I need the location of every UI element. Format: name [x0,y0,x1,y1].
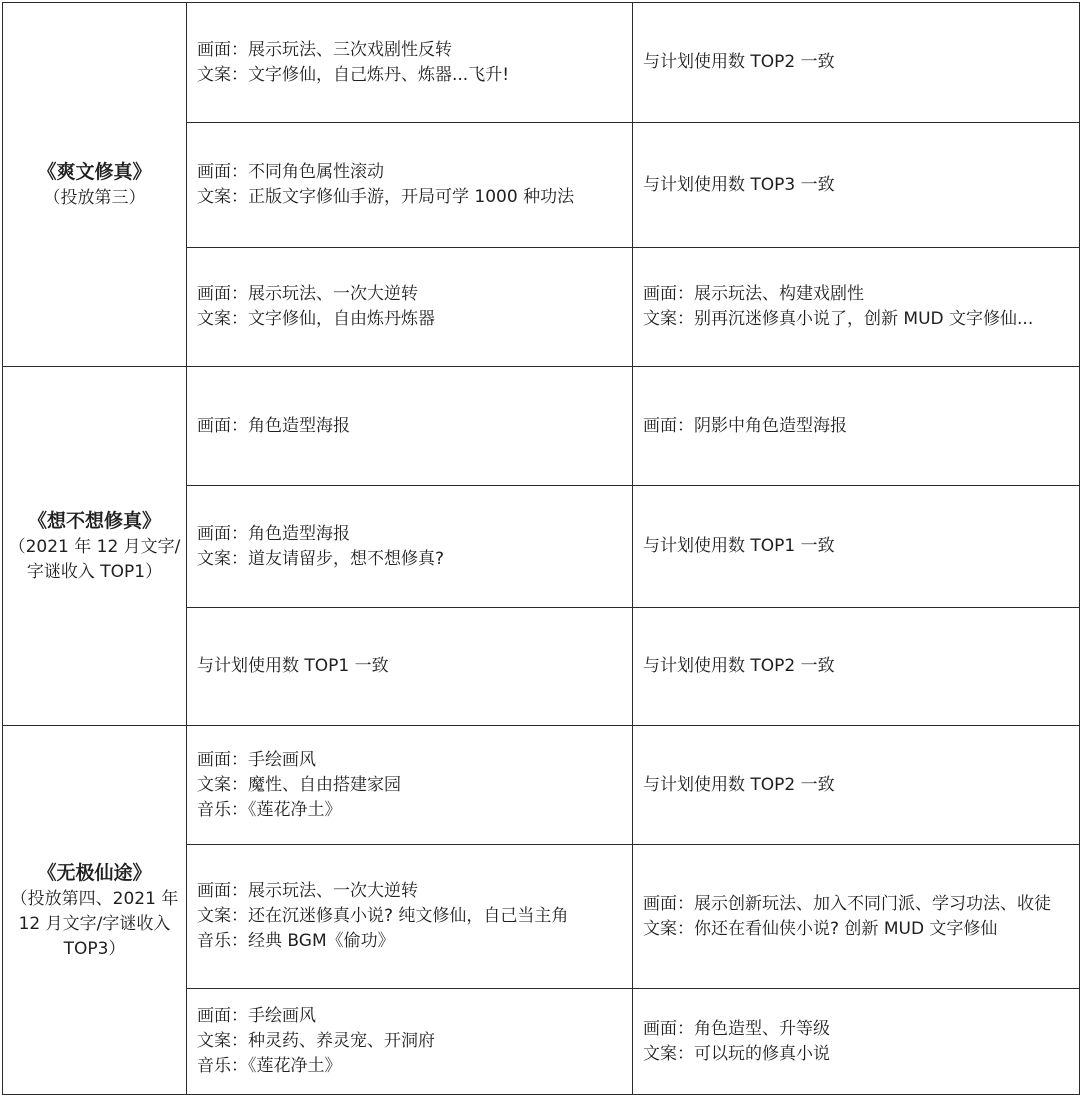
cell-line: 文案：你还在看仙侠小说? 创新 MUD 文字修仙 [643,918,998,939]
game-note: （投放第四、2021 年 12 月文字/字谜收入TOP3） [10,888,179,959]
cell-line: 文案：可以玩的修真小说 [643,1043,830,1064]
creative-cell-compare [633,367,1080,486]
creative-cell-compare [633,3,1080,123]
cell-line: 与计划使用数 TOP2 一致 [643,774,835,795]
cell-line: 与计划使用数 TOP3 一致 [643,174,835,195]
game-cell [3,367,187,726]
creative-cell-compare [633,608,1080,726]
cell-line: 画面：手绘画风 [197,1006,316,1026]
cell-line: 与计划使用数 TOP2 一致 [643,656,835,676]
game-title: 《想不想修真》 [27,510,161,532]
creative-cell-current [187,248,633,367]
game-note: （投放第三） [43,188,146,208]
creative-cell-current [187,367,633,486]
cell-line: 音乐：《莲花净土》 [197,799,342,820]
cell-line: 画面：角色造型、升等级 [643,1018,830,1039]
cell-line: 文案：道友请留步，想不想修真? [197,548,445,569]
cell-line: 文案：还在沉迷修真小说? 纯文修仙，自己当主角 [197,906,569,926]
creative-cell-compare [633,248,1080,367]
cell-line: 画面：展示玩法、一次大逆转 [197,881,418,901]
creative-cell-current [187,726,633,845]
game-title: 《爽文修真》 [37,161,152,183]
cell-line: 文案：魔性、自由搭建家园 [197,774,401,795]
creative-cell-current [187,3,633,123]
game-cell [3,3,187,367]
creative-cell-current [187,845,633,989]
table-row [3,367,1080,486]
creative-cell-current [187,486,633,608]
table-row [3,3,1080,123]
cell-line: 画面：角色造型海报 [197,415,350,436]
cell-line: 与计划使用数 TOP2 一致 [643,52,835,72]
creative-cell-current [187,608,633,726]
creative-cell-compare [633,123,1080,248]
cell-line: 画面：不同角色属性滚动 [197,162,384,182]
game-cell [3,726,187,1095]
creative-cell-compare [633,486,1080,608]
cell-line: 文案：文字修仙，自由炼丹炼器 [197,309,435,329]
cell-line: 文案：种灵药、养灵宠、开洞府 [197,1031,435,1051]
game-title: 《无极仙途》 [37,861,152,884]
cell-line: 与计划使用数 TOP1 一致 [643,536,835,556]
creative-comparison-table [2,2,1080,1095]
cell-line: 画面：展示玩法、一次大逆转 [197,284,418,304]
cell-line: 文案：别再沉迷修真小说了，创新 MUD 文字修仙... [643,309,1034,329]
cell-line: 音乐：经典 BGM《偷功》 [197,931,395,951]
cell-line: 画面：角色造型海报 [197,523,350,544]
cell-line: 文案：文字修仙，自己炼丹、炼器...飞升! [197,64,510,85]
cell-line: 文案：正版文字修仙手游，开局可学 1000 种功法 [197,187,575,207]
creative-cell-current [187,123,633,248]
creative-cell-current [187,989,633,1095]
cell-line: 音乐：《莲花净土》 [197,1056,342,1076]
cell-line: 画面：展示创新玩法、加入不同门派、学习功法、收徒 [643,893,1051,914]
cell-line: 画面：展示玩法、三次戏剧性反转 [197,39,452,60]
table-row [3,726,1080,845]
creative-cell-compare [633,989,1080,1095]
cell-line: 画面：阴影中角色造型海报 [643,415,847,436]
game-note: （2021 年 12 月文字/字谜收入 TOP1） [8,537,181,582]
creative-cell-compare [633,845,1080,989]
cell-line: 画面：展示玩法、构建戏剧性 [643,284,864,304]
cell-line: 与计划使用数 TOP1 一致 [197,656,389,676]
creative-cell-compare [633,726,1080,845]
cell-line: 画面：手绘画风 [197,749,316,770]
